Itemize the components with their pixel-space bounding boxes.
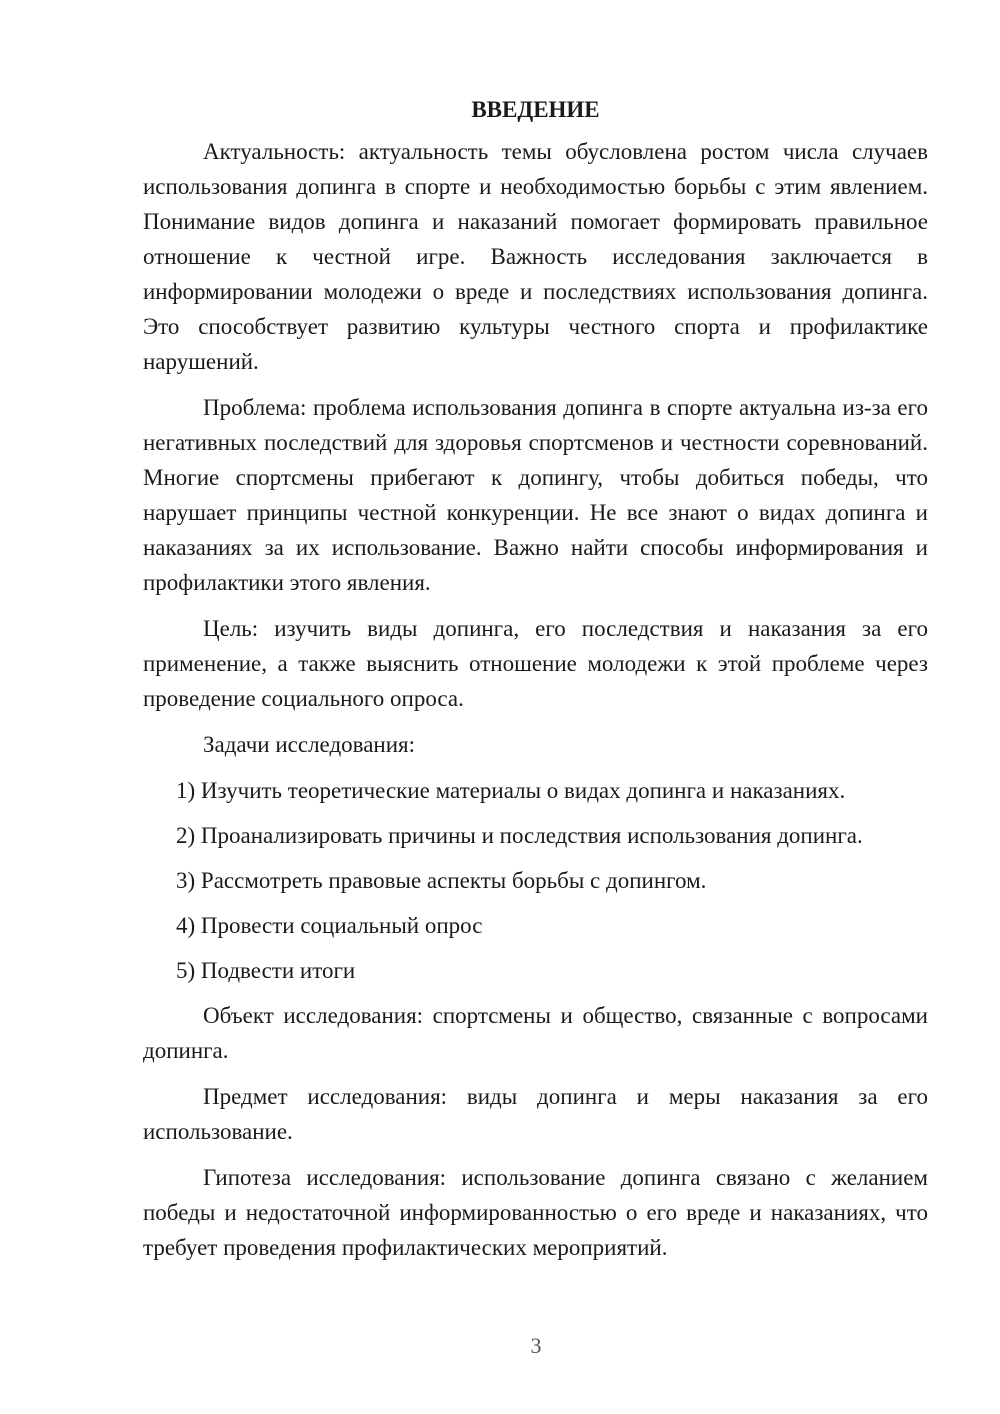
page-content — [143, 96, 928, 1276]
list-item: 4) Провести социальный опрос — [176, 913, 483, 938]
problem-paragraph: Проблема: проблема использования допинга в спорте актуальна из-за его негативных последствий для здоровья спортсменов и честности соревнований. Многие спортсмены прибегают к допингу, чтобы добиться победы, что нарушает принципы честной конкуренции. Не все знают о видах допинга и наказаниях за их использование. Важно найти способы информирования и профилактики этого явления. — [143, 395, 928, 595]
subject-paragraph: Предмет исследования: виды допинга и меры наказания за его использование. — [143, 1084, 928, 1144]
object-paragraph: Объект исследования: спортсмены и общество, связанные с вопросами допинга. — [143, 1003, 928, 1063]
list-item: 2) Проанализировать причины и последствия использования допинга. — [176, 823, 863, 848]
list-item: 5) Подвести итоги — [176, 958, 356, 983]
tasks-list — [143, 773, 928, 988]
tasks-heading: Задачи исследования: — [203, 732, 416, 757]
relevance-paragraph: Актуальность: актуальность темы обусловлена ростом числа случаев использования допинга в спорте и необходимостью борьбы с этим явлением. Понимание видов допинга и наказаний помогает формировать правильное отношение к честной игре. Важность исследования заключается в информировании молодежи о вреде и последствиях использования допинга. Это способствует развитию культуры честного спорта и профилактике нарушений. — [143, 139, 928, 374]
hypothesis-paragraph: Гипотеза исследования: использование допинга связано с желанием победы и недостаточной информированностью о его вреде и наказаниях, что требует проведения профилактических мероприятий. — [143, 1165, 928, 1260]
page-number: 3 — [530, 1333, 542, 1358]
list-item: 1) Изучить теоретические материалы о видах допинга и наказаниях. — [176, 778, 846, 803]
page-title: ВВЕДЕНИЕ — [471, 97, 600, 122]
list-item: 3) Рассмотреть правовые аспекты борьбы с допингом. — [176, 868, 707, 893]
goal-paragraph: Цель: изучить виды допинга, его последствия и наказания за его применение, а также выяснить отношение молодежи к этой проблеме через проведение социального опроса. — [143, 616, 928, 711]
